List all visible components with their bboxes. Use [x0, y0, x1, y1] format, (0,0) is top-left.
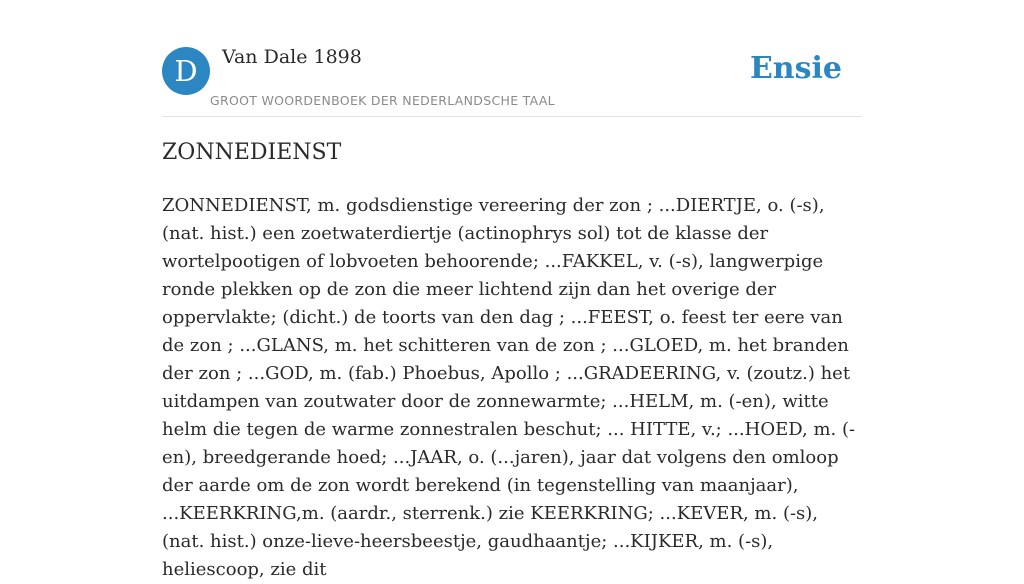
entry-definition: ZONNEDIENST, m. godsdienstige vereering der zon ; ...DIERTJE, o. (-s), (nat. hist.) een zoetwaterdiertje (actinophrys sol) tot de klasse der wortelpootigen of lobvoeten behoorende; ...FAKKEL, v. (-s), langwerpige ronde plekken op de zon die meer lichtend zijn dan het overige der oppervlakte; (dicht.) de toorts van den dag ; ...FEEST, o. feest ter eere van de zon ; ...GLANS, m. het schitteren van de zon ; ...GLOED, m. het branden der zon ; ...GOD, m. (fab.) Phoebus, Apollo ; ...GRADEERING, v. (zoutz.) het uitdampen van zoutwater door de zonnewarmte; ...HELM, m. (-en), witte helm die tegen de warme zonnestralen beschut; ... HITTE, v.; ...HOED, m. (-en), breedgerande hoed; ...JAAR, o. (...jaren), jaar dat volgens den omloop der aarde om de zon wordt berekend (in tegenstelling van maanjaar), ...KEERKRING,m. (aardr., sterrenk.) zie KEERKRING; ...KEVER, m. (-s), (nat. hist.) onze-lieve-heersbeestje, gaudhaantje; ...KIJKER, m. (-s), heliescoop, zie dit [162, 195, 856, 580]
source-title-link[interactable]: Van Dale 1898 [222, 46, 362, 68]
site-header [162, 0, 862, 117]
source-subtitle: GROOT WOORDENBOEK DER NEDERLANDSCHE TAAL [210, 93, 555, 108]
entry-headword: ZONNEDIENST [162, 140, 342, 165]
brand-logo-link[interactable]: Ensie [749, 51, 842, 86]
source-logo[interactable]: D [162, 47, 210, 95]
